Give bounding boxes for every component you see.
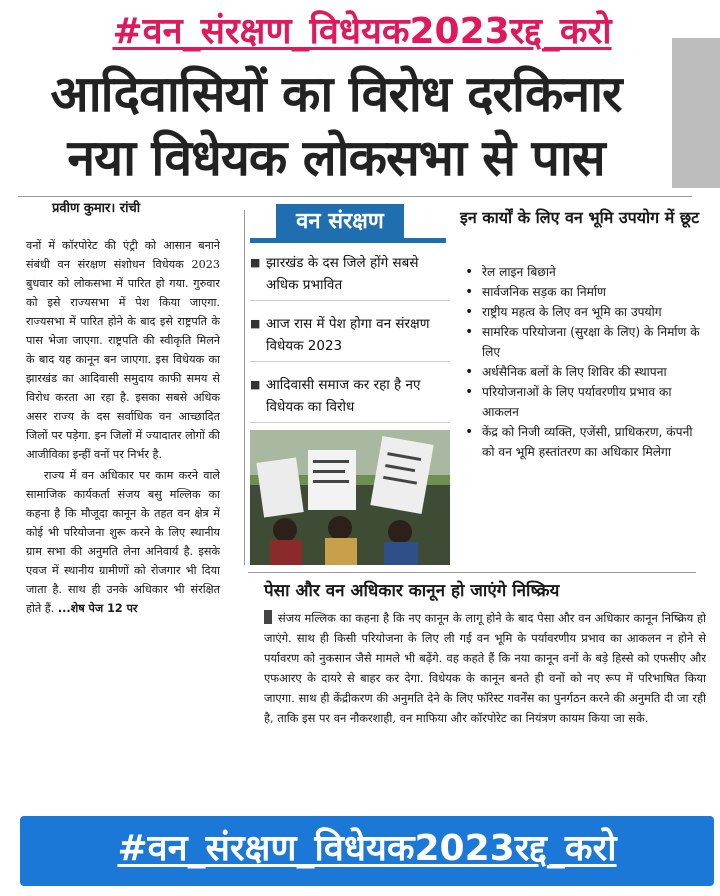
left-article	[26, 236, 220, 816]
bottom-hashtag-banner: #वन_संरक्षण_विधेयक2023रद्द_करो	[20, 816, 714, 886]
exemption-item: • राष्ट्रीय महत्व के लिए वन भूमि का उपयोग	[462, 302, 702, 322]
column-divider	[244, 210, 245, 565]
exemptions-list	[462, 262, 702, 462]
protest-photo-illustration	[250, 430, 450, 565]
left-article-paragraph-2-text: राज्य में वन अधिकार पर काम करने वाले सामाजिक कार्यकर्ता संजय बसु मल्लिक का कहना है कि मौजूदा कानून के तहत वन क्षेत्र में कोई भी परियोजना शुरू करने के लिए स्थानीय ग्राम सभा की अनुमति लेना अनिवार्य है. इसके एवज में स्थानीय ग्रामीणों को रोजगार भी दिया जाता है. साथ ही उनके अधिकार भी संरक्षित होते हैं.	[26, 469, 220, 615]
headline-divider	[18, 196, 692, 197]
headline-line-2: नया विधेयक लोकसभा से पास	[67, 129, 605, 187]
exemption-item: • अर्धसैनिक बलों के लिए शिविर की स्थापना	[462, 362, 702, 382]
left-article-paragraph-2	[26, 466, 220, 618]
exemption-item: • परियोजनाओं के लिए पर्यावरणीय प्रभाव का आकलन	[462, 382, 702, 422]
bottom-article-divider	[248, 572, 696, 573]
exemption-item: • सार्वजनिक सड़क का निर्माण	[462, 282, 702, 302]
protest-photo	[250, 430, 450, 565]
headline	[0, 62, 672, 190]
gray-corner-block	[672, 38, 720, 188]
exemption-item: • केंद्र को निजी व्यक्ति, एजेंसी, प्राधिकरण, कंपनी को वन भूमि हस्तांतरण का अधिकार मिलेगा	[462, 422, 702, 462]
van-sanrakshan-box-title: वन संरक्षण	[276, 204, 404, 240]
exemption-item: • रेल लाइन बिछाने	[462, 262, 702, 282]
highlight-item: ■ झारखंड के दस जिले होंगे सबसे अधिक प्रभावित	[250, 252, 450, 301]
continued-note: ...शेष पेज 12 पर	[57, 602, 138, 615]
exemption-item: • सामरिक परियोजना (सुरक्षा के लिए) के निर्माण के लिए	[462, 322, 702, 362]
headline-line-1: आदिवासियों का विरोध दरकिनार	[50, 65, 622, 123]
byline: प्रवीण कुमार। रांची	[52, 201, 141, 216]
exemptions-heading: इन कार्यों के लिए वन भूमि उपयोग में छूट	[460, 208, 700, 227]
middle-highlights-list	[250, 252, 450, 435]
box-title-underline	[250, 238, 446, 243]
paragraph-marker-icon	[264, 610, 272, 624]
highlight-item: ■ आदिवासी समाज कर रहा है नए विधेयक का विरोध	[250, 374, 450, 423]
bottom-article-text: संजय मल्लिक का कहना है कि नए कानून के लागू होने के बाद पेसा और वन अधिकार कानून निष्क्रिय हो जाएंगे. साथ ही किसी परियोजना के लिए ली गई वन भूमि के पर्यावरणीय प्रभाव का आकलन न होने से पर्यावरण को नुकसान जैसे मामले भी बढ़ेंगे. वह कहते हैं कि नया कानून वनों के बड़े हिस्से को एफसीए और एफआरए के दायरे से बाहर कर देगा. विधेयक के कानून बनते ही वनों को नए रूप में परिभाषित किया जाएगा. साथ ही केंद्रीकरण की अनुमति देने के लिए फॉरेस्ट गवर्नेंस का पुनर्गठन करने की अनुमति दी जा रही है, ताकि इस पर वन नौकरशाही, वन माफिया और कॉरपोरेट का नियंत्रण कायम किया जा सके.	[264, 611, 706, 725]
bottom-article-body	[264, 608, 706, 808]
bottom-article-title: पेसा और वन अधिकार कानून हो जाएंगे निष्क्रिय	[264, 581, 560, 601]
top-hashtag-banner: #वन_संरक्षण_विधेयक2023रद्द_करो	[48, 6, 676, 58]
highlight-item: ■ आज रास में पेश होगा वन संरक्षण विधेयक 2023	[250, 313, 450, 362]
left-article-paragraph-1: वनों में कॉरपोरेट की एंट्री को आसान बनाने संबंधी वन संरक्षण संशोधन विधेयक 2023 बुधवार को लोकसभा में पारित हो गया. गुरुवार को इसे राज्यसभा में पेश किया जाएगा. राज्यसभा में पारित होने के बाद इसे राष्ट्रपति के पास भेजा जाएगा. राष्ट्रपति की स्वीकृति मिलने के बाद यह कानून बन जाएगा. इस विधेयक का झारखंड का आदिवासी समुदाय काफी समय से विरोध करता आ रहा है. इसका सबसे अधिक असर राज्य के दस सर्वाधिक वन आच्छादित जिलों पर पड़ेगा. इन जिलों में ज्यादातर लोगों की आजीविका इन्हीं वनों पर निर्भर है.	[26, 239, 220, 461]
